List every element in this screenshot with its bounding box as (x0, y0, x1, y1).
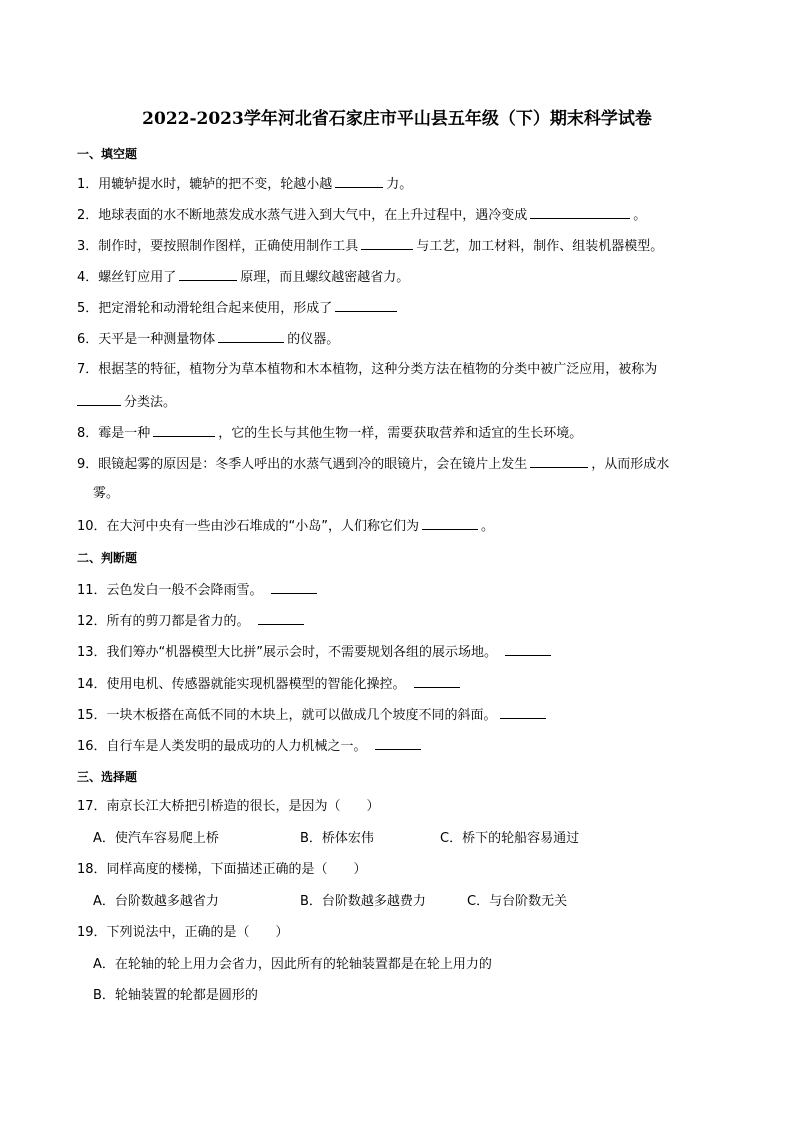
question-17: 17．南京长江大桥把引桥造的很长，是因为（ ） (77, 799, 380, 814)
question-7 (77, 361, 657, 379)
question-text: 12．所有的剪刀都是省力的。 (77, 614, 250, 629)
question-text-end: ，它的生长与其他生物一样，需要获取营养和适宜的生长环境。 (218, 426, 583, 441)
question-2 (77, 206, 646, 225)
question-12 (77, 612, 307, 631)
question-1 (77, 175, 412, 194)
question-text: 15．一块木板搭在高低不同的木块上，就可以做成几个坡度不同的斜面。 (77, 708, 497, 723)
question-text-end: 原理，而且螺纹越密越省力。 (240, 270, 410, 285)
question-text: 5．把定滑轮和动滑轮组合起来使用，形成了 (77, 301, 333, 316)
question-5 (77, 299, 400, 318)
section-heading-multiple-choice: 三、选择题 (77, 770, 138, 784)
question-text: 1．用辘轳提水时，辘轳的把不变，轮越小越 (77, 177, 333, 192)
answer-blank[interactable] (153, 424, 215, 437)
question-3 (77, 237, 663, 256)
answer-blank[interactable] (500, 706, 546, 719)
question-text-end: 的仪器。 (287, 332, 340, 347)
question-text-end: 。 (633, 208, 647, 223)
answer-blank[interactable] (271, 581, 317, 594)
question-13 (77, 643, 554, 662)
answer-blank[interactable] (258, 612, 304, 625)
page-title: 2022-2023学年河北省石家庄市平山县五年级（下）期末科学试卷 (142, 109, 652, 129)
option-b[interactable]: B．轮轴装置的轮都是圆形的 (93, 988, 258, 1003)
option-b[interactable]: B．桥体宏伟 (300, 831, 374, 846)
question-6 (77, 330, 339, 349)
answer-blank[interactable] (218, 330, 284, 343)
question-text-middle: ，从而形成水 (591, 457, 670, 472)
question-19: 19．下列说法中，正确的是（ ） (77, 925, 289, 940)
option-a[interactable]: A．台阶数越多越省力 (93, 894, 219, 909)
question-14 (77, 675, 463, 694)
question-8 (77, 424, 582, 443)
answer-blank[interactable] (505, 643, 551, 656)
question-text: 10．在大河中央有一些由沙石堆成的“小岛”，人们称它们为 (77, 519, 420, 534)
question-text: 7．根据茎的特征，植物分为草本植物和木本植物，这种分类方法在植物的分类中被广泛应用，被称为 (77, 362, 658, 377)
question-10 (77, 517, 494, 536)
option-a[interactable]: A．在轮轴的轮上用力会省力，因此所有的轮轴装置都是在轮上用力的 (93, 957, 492, 972)
answer-blank[interactable] (77, 393, 121, 406)
question-text: 4．螺丝钉应用了 (77, 270, 177, 285)
question-text: 6．天平是一种测量物体 (77, 332, 216, 347)
question-text: 16．自行车是人类发明的最成功的人力机械之一。 (77, 739, 367, 754)
question-7-continued (77, 393, 176, 412)
question-text-end: 分类法。 (124, 395, 177, 410)
question-text: 3．制作时，要按照制作图样，正确使用制作工具 (77, 239, 359, 254)
question-18: 18．同样高度的楼梯，下面描述正确的是（ ） (77, 862, 367, 877)
answer-blank[interactable] (530, 206, 630, 219)
section-heading-true-false: 二、判断题 (77, 551, 138, 565)
question-text: 13．我们筹办“机器模型大比拼”展示会时，不需要规划各组的展示场地。 (77, 645, 498, 660)
question-text-end: 与工艺，加工材料，制作、组装机器模型。 (416, 239, 664, 254)
question-9 (77, 455, 669, 474)
question-text-end: 力。 (386, 177, 413, 192)
question-text: 2．地球表面的水不断地蒸发成水蒸气进入到大气中，在上升过程中，遇冷变成 (77, 208, 528, 223)
answer-blank[interactable] (335, 299, 397, 312)
answer-blank[interactable] (375, 737, 421, 750)
question-text: 9．眼镜起雾的原因是：冬季人呼出的水蒸气遇到冷的眼镜片，会在镜片上发生 (77, 457, 528, 472)
answer-blank[interactable] (179, 268, 237, 281)
option-c[interactable]: C．桥下的轮船容易通过 (440, 831, 580, 846)
question-15 (77, 706, 549, 725)
option-b[interactable]: B．台阶数越多越费力 (300, 894, 426, 909)
option-a[interactable]: A．使汽车容易爬上桥 (93, 831, 219, 846)
question-text: 8．霉是一种 (77, 426, 151, 441)
answer-blank[interactable] (422, 517, 478, 530)
answer-blank[interactable] (530, 455, 588, 468)
question-text: 11．云色发白一般不会降雨雪。 (77, 583, 263, 598)
answer-blank[interactable] (361, 237, 413, 250)
question-11 (77, 581, 320, 600)
question-4 (77, 268, 409, 287)
question-9-continued: 雾。 (93, 486, 120, 501)
answer-blank[interactable] (414, 675, 460, 688)
answer-blank[interactable] (335, 175, 383, 188)
option-c[interactable]: C．与台阶数无关 (467, 894, 568, 909)
question-16 (77, 737, 424, 756)
question-text: 14．使用电机、传感器就能实现机器模型的智能化操控。 (77, 677, 406, 692)
question-text-end: 。 (481, 519, 495, 534)
section-heading-fill-in: 一、填空题 (77, 147, 138, 161)
